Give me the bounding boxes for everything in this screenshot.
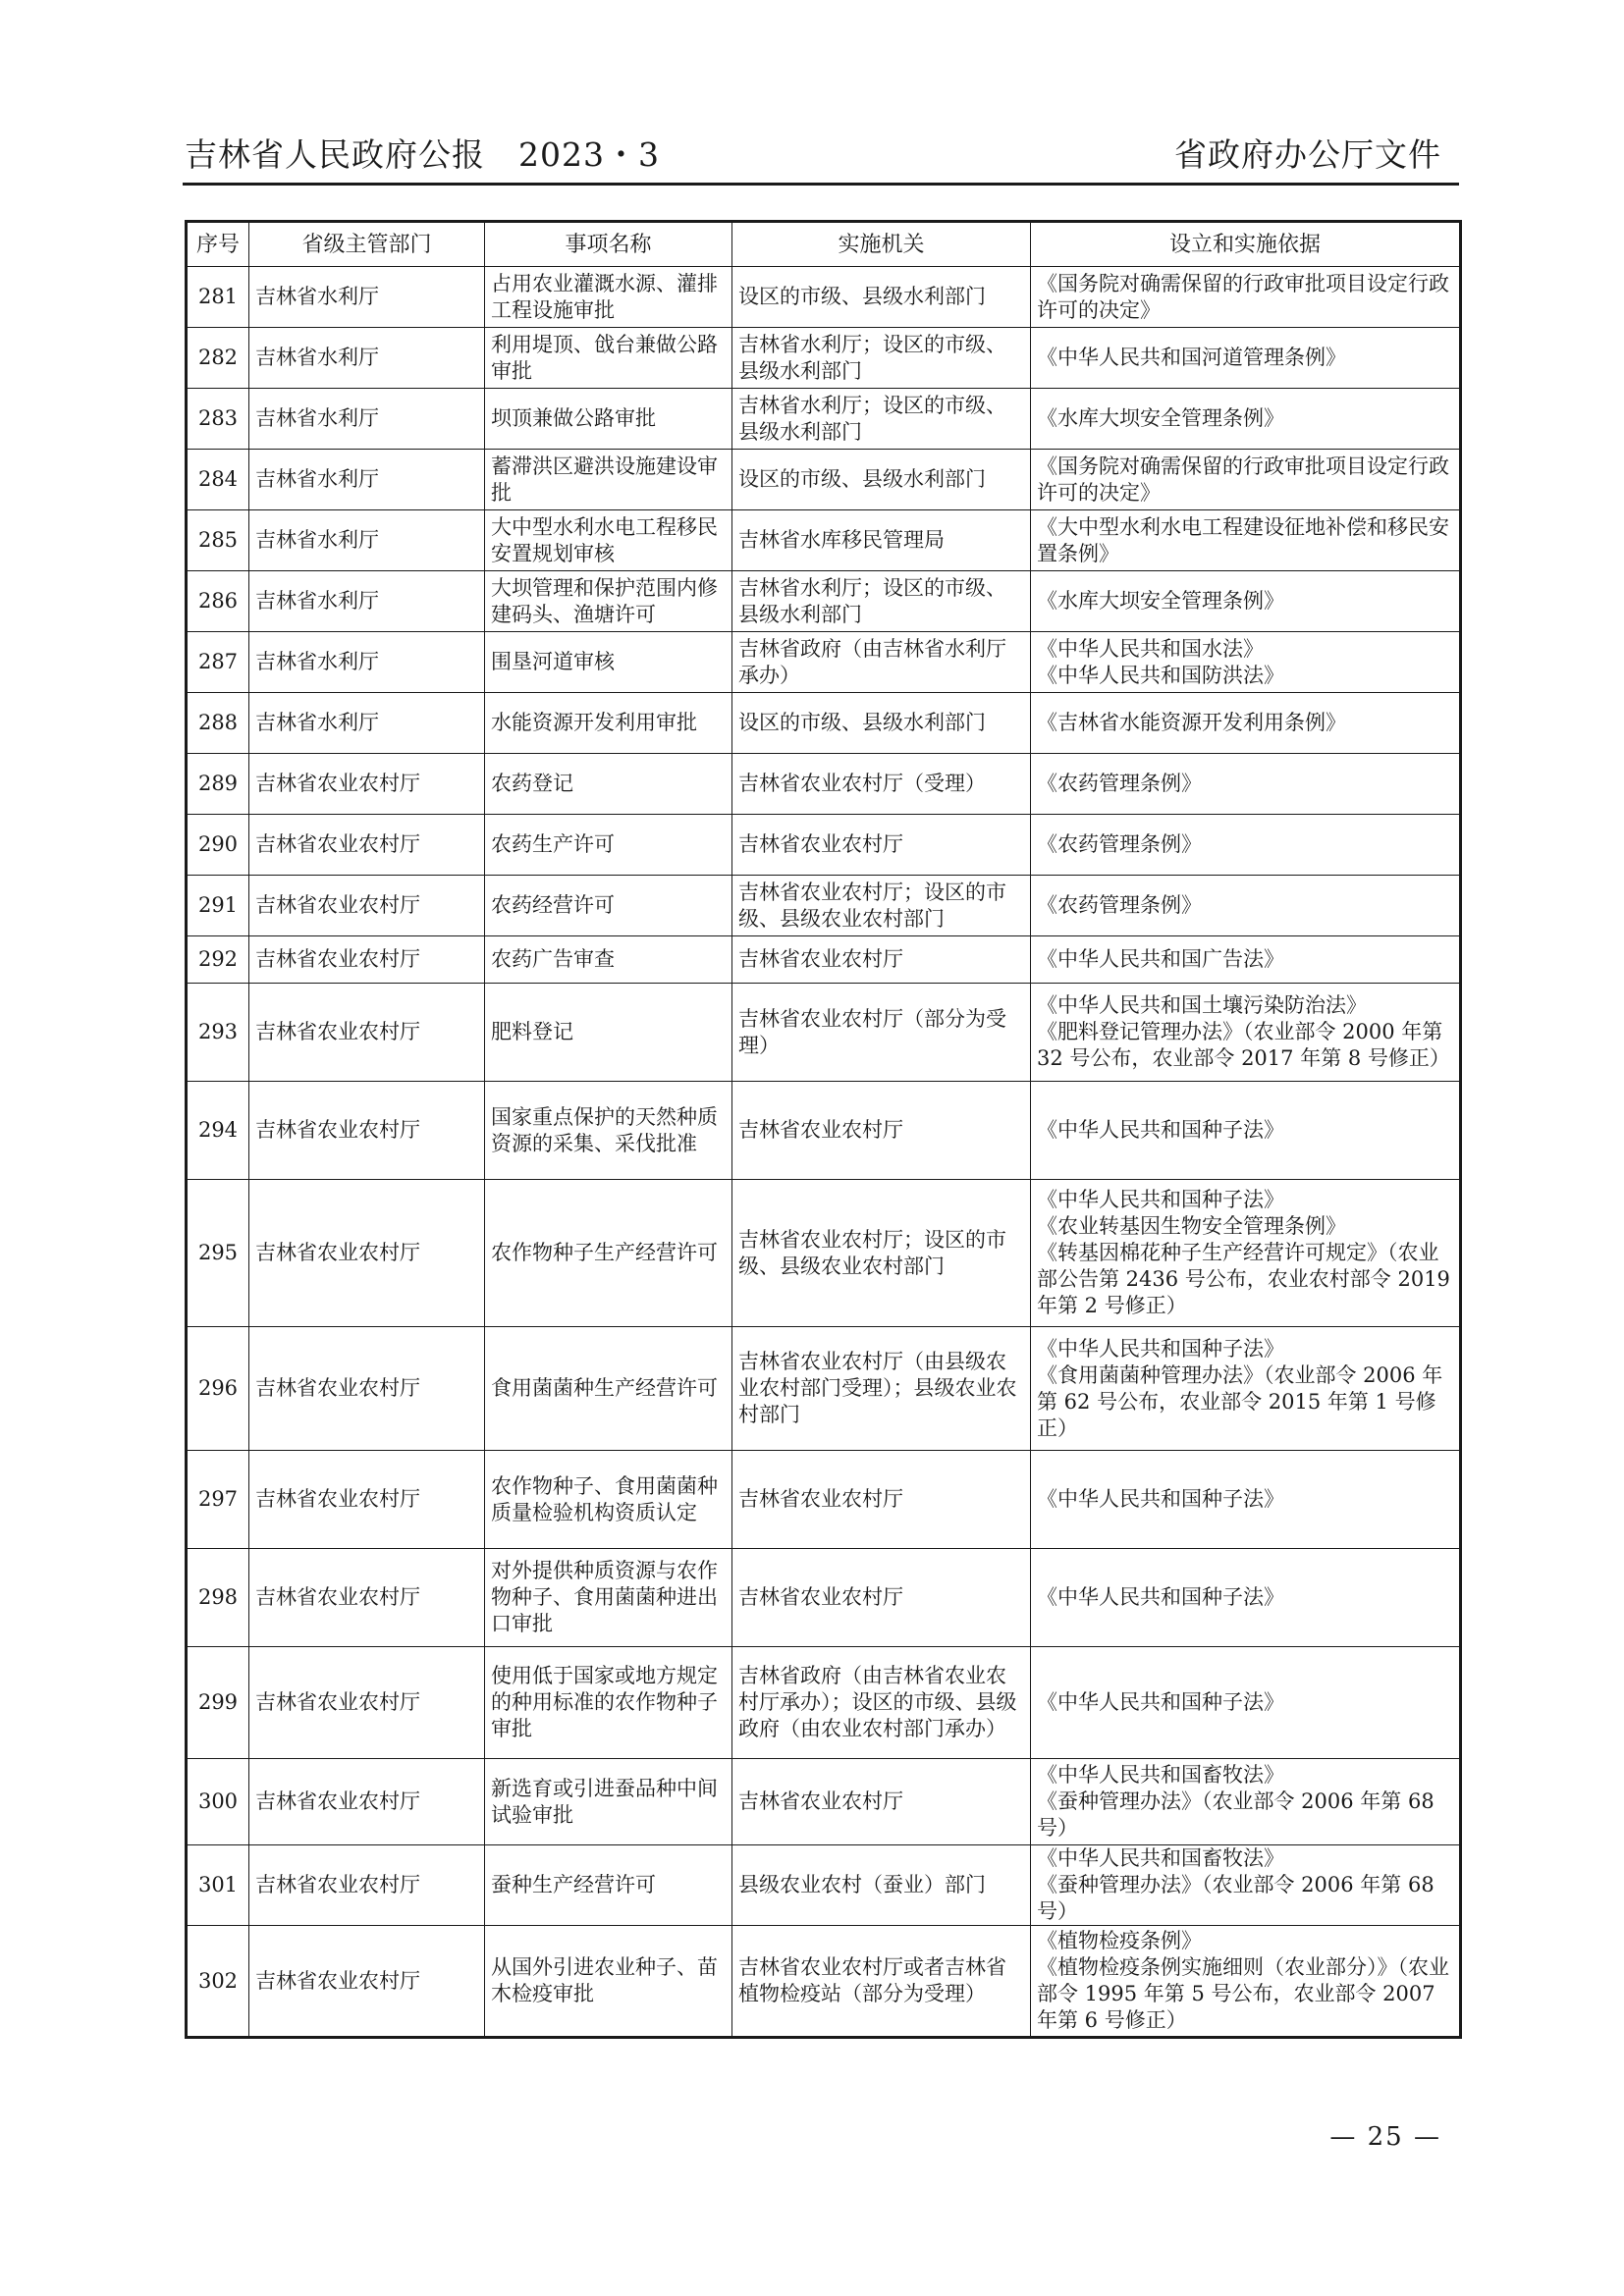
cell-agency: 县级农业农村（蚕业）部门	[732, 1845, 1031, 1926]
cell-basis: 《国务院对确需保留的行政审批项目设定行政许可的决定》	[1031, 450, 1461, 510]
publication-title: 吉林省人民政府公报 2023・3	[185, 135, 660, 174]
table-row	[187, 1926, 1461, 2038]
cell-department: 吉林省农业农村厅	[249, 1647, 485, 1759]
cell-department: 吉林省水利厅	[249, 450, 485, 510]
table-row	[187, 876, 1461, 936]
cell-item: 农药经营许可	[485, 876, 732, 936]
cell-index: 300	[187, 1759, 249, 1845]
table-row	[187, 1327, 1461, 1451]
cell-basis: 《中华人民共和国水法》 《中华人民共和国防洪法》	[1031, 632, 1461, 693]
cell-item: 占用农业灌溉水源、灌排工程设施审批	[485, 267, 732, 328]
cell-agency: 设区的市级、县级水利部门	[732, 693, 1031, 754]
table-row	[187, 815, 1461, 876]
cell-item: 蚕种生产经营许可	[485, 1845, 732, 1926]
cell-basis: 《中华人民共和国种子法》	[1031, 1451, 1461, 1549]
table-row	[187, 693, 1461, 754]
cell-index: 291	[187, 876, 249, 936]
table-row	[187, 267, 1461, 328]
table-row	[187, 754, 1461, 815]
cell-agency: 吉林省农业农村厅（部分为受理）	[732, 984, 1031, 1082]
cell-basis: 《水库大坝安全管理条例》	[1031, 389, 1461, 450]
col-header-department: 省级主管部门	[249, 222, 485, 267]
table-row	[187, 1180, 1461, 1327]
cell-agency: 吉林省水利厅；设区的市级、县级水利部门	[732, 328, 1031, 389]
cell-index: 301	[187, 1845, 249, 1926]
cell-item: 肥料登记	[485, 984, 732, 1082]
cell-agency: 吉林省水利厅；设区的市级、县级水利部门	[732, 571, 1031, 632]
cell-basis: 《中华人民共和国种子法》 《农业转基因生物安全管理条例》 《转基因棉花种子生产经营许可规定》（农业部公告第 2436 号公布，农业农村部令 2019 年第 2 号修正）	[1031, 1180, 1461, 1327]
cell-department: 吉林省水利厅	[249, 693, 485, 754]
table-row	[187, 1647, 1461, 1759]
col-header-item: 事项名称	[485, 222, 732, 267]
cell-department: 吉林省水利厅	[249, 510, 485, 571]
cell-department: 吉林省农业农村厅	[249, 1926, 485, 2038]
table-row	[187, 632, 1461, 693]
cell-basis: 《国务院对确需保留的行政审批项目设定行政许可的决定》	[1031, 267, 1461, 328]
cell-index: 287	[187, 632, 249, 693]
cell-index: 298	[187, 1549, 249, 1647]
table-row	[187, 1549, 1461, 1647]
cell-index: 283	[187, 389, 249, 450]
col-header-index: 序号	[187, 222, 249, 267]
cell-agency: 吉林省农业农村厅	[732, 1759, 1031, 1845]
cell-department: 吉林省农业农村厅	[249, 815, 485, 876]
header-rule	[183, 183, 1459, 186]
cell-agency: 吉林省农业农村厅	[732, 1451, 1031, 1549]
col-header-agency: 实施机关	[732, 222, 1031, 267]
cell-item: 农药广告审查	[485, 936, 732, 984]
cell-agency: 设区的市级、县级水利部门	[732, 450, 1031, 510]
cell-agency: 吉林省农业农村厅	[732, 1082, 1031, 1180]
cell-index: 296	[187, 1327, 249, 1451]
cell-agency: 设区的市级、县级水利部门	[732, 267, 1031, 328]
cell-index: 281	[187, 267, 249, 328]
table-row	[187, 1451, 1461, 1549]
cell-index: 294	[187, 1082, 249, 1180]
cell-basis: 《中华人民共和国广告法》	[1031, 936, 1461, 984]
cell-agency: 吉林省农业农村厅；设区的市级、县级农业农村部门	[732, 876, 1031, 936]
cell-item: 农作物种子生产经营许可	[485, 1180, 732, 1327]
cell-basis: 《中华人民共和国土壤污染防治法》 《肥料登记管理办法》（农业部令 2000 年第 32 号公布，农业部令 2017 年第 8 号修正）	[1031, 984, 1461, 1082]
cell-index: 289	[187, 754, 249, 815]
cell-basis: 《农药管理条例》	[1031, 754, 1461, 815]
cell-basis: 《农药管理条例》	[1031, 876, 1461, 936]
cell-agency: 吉林省水利厅；设区的市级、县级水利部门	[732, 389, 1031, 450]
table-row	[187, 328, 1461, 389]
table-row	[187, 1845, 1461, 1926]
cell-department: 吉林省农业农村厅	[249, 1082, 485, 1180]
table-row	[187, 450, 1461, 510]
cell-item: 从国外引进农业种子、苗木检疫审批	[485, 1926, 732, 2038]
cell-department: 吉林省农业农村厅	[249, 1759, 485, 1845]
cell-agency: 吉林省农业农村厅	[732, 936, 1031, 984]
table-header-row	[187, 222, 1461, 267]
cell-item: 农药生产许可	[485, 815, 732, 876]
cell-index: 290	[187, 815, 249, 876]
cell-index: 285	[187, 510, 249, 571]
cell-basis: 《农药管理条例》	[1031, 815, 1461, 876]
cell-agency: 吉林省农业农村厅（受理）	[732, 754, 1031, 815]
cell-department: 吉林省农业农村厅	[249, 1845, 485, 1926]
cell-item: 坝顶兼做公路审批	[485, 389, 732, 450]
cell-index: 292	[187, 936, 249, 984]
cell-basis: 《中华人民共和国河道管理条例》	[1031, 328, 1461, 389]
cell-item: 利用堤顶、戗台兼做公路审批	[485, 328, 732, 389]
cell-agency: 吉林省政府（由吉林省农业农村厅承办）；设区的市级、县级政府（由农业农村部门承办）	[732, 1647, 1031, 1759]
cell-basis: 《中华人民共和国种子法》	[1031, 1082, 1461, 1180]
cell-index: 297	[187, 1451, 249, 1549]
cell-item: 蓄滞洪区避洪设施建设审批	[485, 450, 732, 510]
cell-department: 吉林省农业农村厅	[249, 754, 485, 815]
cell-department: 吉林省农业农村厅	[249, 936, 485, 984]
table-row	[187, 510, 1461, 571]
cell-item: 对外提供种质资源与农作物种子、食用菌菌种进出口审批	[485, 1549, 732, 1647]
cell-index: 295	[187, 1180, 249, 1327]
cell-agency: 吉林省农业农村厅（由县级农业农村部门受理）；县级农业农村部门	[732, 1327, 1031, 1451]
cell-index: 288	[187, 693, 249, 754]
approval-items-table	[185, 220, 1462, 2039]
cell-basis: 《植物检疫条例》 《植物检疫条例实施细则（农业部分）》（农业部令 1995 年第 5 号公布，农业部令 2007 年第 6 号修正）	[1031, 1926, 1461, 2038]
cell-agency: 吉林省农业农村厅	[732, 815, 1031, 876]
page-number: — 25 —	[1329, 2122, 1441, 2152]
cell-department: 吉林省农业农村厅	[249, 1180, 485, 1327]
cell-index: 302	[187, 1926, 249, 2038]
cell-agency: 吉林省政府（由吉林省水利厅承办）	[732, 632, 1031, 693]
cell-agency: 吉林省水库移民管理局	[732, 510, 1031, 571]
table-row	[187, 389, 1461, 450]
cell-department: 吉林省水利厅	[249, 328, 485, 389]
cell-department: 吉林省农业农村厅	[249, 1327, 485, 1451]
cell-index: 286	[187, 571, 249, 632]
cell-item: 农作物种子、食用菌菌种质量检验机构资质认定	[485, 1451, 732, 1549]
cell-index: 293	[187, 984, 249, 1082]
cell-item: 新选育或引进蚕品种中间试验审批	[485, 1759, 732, 1845]
cell-basis: 《水库大坝安全管理条例》	[1031, 571, 1461, 632]
cell-department: 吉林省水利厅	[249, 571, 485, 632]
cell-basis: 《中华人民共和国畜牧法》 《蚕种管理办法》（农业部令 2006 年第 68 号）	[1031, 1759, 1461, 1845]
cell-item: 使用低于国家或地方规定的种用标准的农作物种子审批	[485, 1647, 732, 1759]
table-row	[187, 1082, 1461, 1180]
cell-department: 吉林省水利厅	[249, 632, 485, 693]
cell-department: 吉林省水利厅	[249, 267, 485, 328]
cell-index: 282	[187, 328, 249, 389]
cell-agency: 吉林省农业农村厅或者吉林省植物检疫站（部分为受理）	[732, 1926, 1031, 2038]
cell-basis: 《中华人民共和国种子法》 《食用菌菌种管理办法》（农业部令 2006 年第 62 号公布，农业部令 2015 年第 1 号修正）	[1031, 1327, 1461, 1451]
cell-basis: 《中华人民共和国种子法》	[1031, 1549, 1461, 1647]
cell-department: 吉林省农业农村厅	[249, 876, 485, 936]
cell-index: 299	[187, 1647, 249, 1759]
table-row	[187, 571, 1461, 632]
table-row	[187, 1759, 1461, 1845]
cell-basis: 《吉林省水能资源开发利用条例》	[1031, 693, 1461, 754]
cell-agency: 吉林省农业农村厅；设区的市级、县级农业农村部门	[732, 1180, 1031, 1327]
cell-agency: 吉林省农业农村厅	[732, 1549, 1031, 1647]
cell-basis: 《中华人民共和国畜牧法》 《蚕种管理办法》（农业部令 2006 年第 68 号）	[1031, 1845, 1461, 1926]
col-header-basis: 设立和实施依据	[1031, 222, 1461, 267]
table-row	[187, 984, 1461, 1082]
cell-item: 国家重点保护的天然种质资源的采集、采伐批准	[485, 1082, 732, 1180]
table-row	[187, 936, 1461, 984]
cell-department: 吉林省农业农村厅	[249, 1549, 485, 1647]
cell-item: 食用菌菌种生产经营许可	[485, 1327, 732, 1451]
cell-item: 水能资源开发利用审批	[485, 693, 732, 754]
cell-item: 大坝管理和保护范围内修建码头、渔塘许可	[485, 571, 732, 632]
cell-index: 284	[187, 450, 249, 510]
cell-basis: 《大中型水利水电工程建设征地补偿和移民安置条例》	[1031, 510, 1461, 571]
cell-item: 大中型水利水电工程移民安置规划审核	[485, 510, 732, 571]
cell-department: 吉林省农业农村厅	[249, 1451, 485, 1549]
cell-item: 农药登记	[485, 754, 732, 815]
section-title: 省政府办公厅文件	[1174, 135, 1441, 174]
cell-basis: 《中华人民共和国种子法》	[1031, 1647, 1461, 1759]
cell-department: 吉林省水利厅	[249, 389, 485, 450]
cell-department: 吉林省农业农村厅	[249, 984, 485, 1082]
cell-item: 围垦河道审核	[485, 632, 732, 693]
